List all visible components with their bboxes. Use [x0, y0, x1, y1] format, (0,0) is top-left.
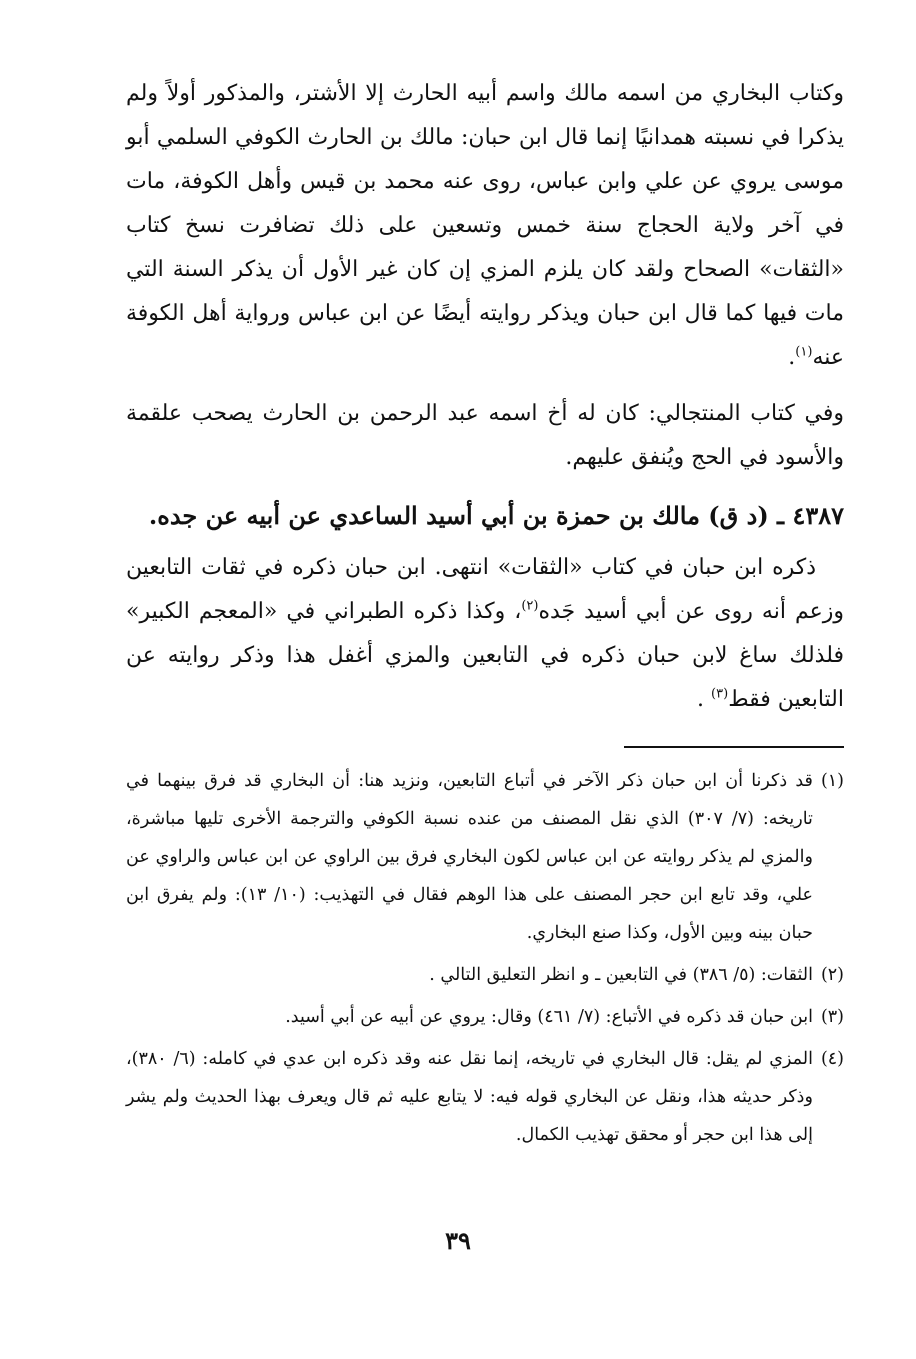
footnote-number: (٤): [820, 1049, 844, 1069]
footnote-2: [126, 956, 844, 994]
footnote-text: ابن حبان قد ذكره في الأتباع: (٧/ ٤٦١) وقال: يروي عن أبيه عن أبي أسيد.: [285, 1007, 813, 1027]
footnote-text: الثقات: (٥/ ٣٨٦) في التابعين ـ و انظر التعليق التالي .: [429, 965, 813, 985]
entry-heading: ٤٣٨٧ ـ (د ق) مالك بن حمزة بن أبي أسيد الساعدي عن أبيه عن جده.: [148, 501, 844, 530]
page-number: ٣٩: [445, 1226, 471, 1255]
footnote-ref-2[interactable]: (٢): [521, 598, 539, 614]
footnote-1: [126, 762, 844, 952]
footnote-text: قد ذكرنا أن ابن حبان ذكر الآخر في أتباع التابعين، ونزيد هنا: أن البخاري قد فرق بينهما في تاريخه: (٧/ ٣٠٧) الذي نقل المصنف من عنده نسبة الكوفي والترجمة الأخرى تليها مباشرة، والمزي لم يذكر روايته عن ابن عباس لكون البخاري فرق بين الراوي عن ابن عباس والراوي عن علي، وقد تابع ابن حجر المصنف على هذا الوهم فقال في التهذيب: (١٠/ ١٣): ولم يفرق ابن حبان بينه وبين الأول، وكذا صنع البخاري.: [126, 771, 813, 943]
body-paragraph-1-end: .: [788, 345, 796, 370]
body-paragraph-2: وفي كتاب المنتجالي: كان له أخ اسمه عبد الرحمن بن الحارث يصحب علقمة والأسود في الحج ويُنفق عليهم.: [126, 401, 844, 470]
body-paragraph-1-text: وكتاب البخاري من اسمه مالك واسم أبيه الحارث إلا الأشتر، والمذكور أولاً ولم يذكرا في نسبته همدانيًا إنما قال ابن حبان: مالك بن الحارث الكوفي السلمي أبو موسى يروي عن علي وابن عباس، روى عنه محمد بن قيس وأهل الكوفة، مات في آخر ولاية الحجاج سنة خمس وتسعين على ذلك تضافرت نسخ كتاب «الثقات» الصحاح ولقد كان يلزم المزي إن كان غير الأول أن يذكر السنة التي مات فيها كما قال ابن حبان ويذكر روايته أيضًا عن ابن عباس ورواية أهل الكوفة عنه: [126, 81, 844, 370]
body-paragraph-1: [126, 72, 844, 380]
footnote-ref-3[interactable]: (٣): [711, 686, 729, 702]
entry-paragraph-part-2: ، وكذا ذكره الطبراني في «المعجم الكبير» فلذلك ساغ لابن حبان ذكره في التابعين والمزي أغفل هذا وذكر روايته عن التابعين فقط: [126, 599, 844, 712]
footnote-text: المزي لم يقل: قال البخاري في تاريخه، إنما نقل عنه وقد ذكره ابن عدي في كامله: (٦/ ٣٨٠)، وذكر حديثه هذا، ونقل عن البخاري قوله فيه: لا يتابع عليه ثم قال ويعرف بهذا الحديث ولم يشر إلى هذا ابن حجر أو محقق تهذيب الكمال.: [126, 1049, 813, 1145]
footnote-number: (٣): [820, 1007, 844, 1027]
footnote-separator: [624, 746, 844, 748]
footnotes: [126, 762, 844, 1154]
paragraph-gap: [126, 380, 844, 392]
entry-paragraph-end: .: [697, 687, 712, 712]
footnote-number: (٢): [820, 965, 844, 985]
footnote-number: (١): [820, 771, 844, 791]
footnote-3: [126, 998, 844, 1036]
entry-paragraph-part-1: ذكره ابن حبان في كتاب «الثقات» انتهى. ابن حبان ذكره في ثقات التابعين وزعم أنه روى عن أبي أسيد جَده: [126, 555, 845, 624]
page-content: [126, 72, 844, 1158]
entry-paragraph: [126, 546, 844, 722]
footnote-ref-1[interactable]: (١): [795, 344, 813, 360]
footnote-4: [126, 1040, 844, 1154]
